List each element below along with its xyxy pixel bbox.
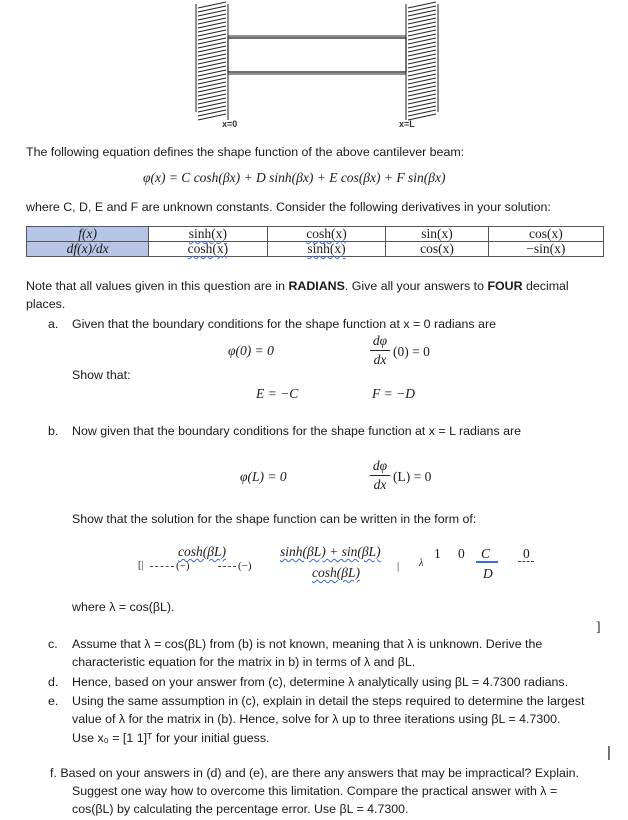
part-e-line3: Use x₀ = [1 1]ᵀ for your initial guess. (72, 731, 270, 745)
part-c-line1: Assume that λ = cos(βL) from (b) is not known, meaning that λ is unknown. Derive the (72, 637, 543, 651)
matrix-lambda: λ (419, 558, 424, 569)
matrix-zero1: 0 (458, 546, 465, 561)
stray-vertical-bar: | (607, 744, 611, 761)
table-cell: cosh(x) (149, 242, 268, 257)
matrix-rhs-dashes (518, 561, 534, 562)
part-c-marker: c. (48, 637, 58, 651)
matrix-C: C (481, 546, 491, 561)
matrix-one: 1 (434, 546, 441, 561)
matrix-cosh: cosh(βL) (178, 544, 226, 559)
intro-text: The following equation defines the shape function of the above cantilever beam: (26, 145, 465, 159)
right-wall-hatch (406, 2, 438, 120)
beam-body (228, 38, 406, 72)
table-cell: cos(x) (386, 242, 488, 257)
part-e-marker: e. (48, 694, 59, 708)
part-f-line1: f. Based on your answers in (d) and (e), are there any answers that may be impractical? Explain. (50, 766, 579, 780)
note-line2: places. (26, 297, 66, 311)
part-a-bc1: φ(0) = 0 (228, 343, 274, 358)
part-b-bc2-fraction: dφ dx (370, 458, 390, 493)
matrix-den: cosh(βL) (312, 565, 360, 580)
unknowns-text: where C, D, E and F are unknown constants. Consider the following derivatives in your solution: (26, 200, 551, 214)
matrix-zero2: 0 (523, 546, 530, 561)
part-a-result2: F = −D (372, 386, 415, 401)
part-b-where: where λ = cos(βL). (72, 600, 175, 614)
part-f-line3: cos(βL) by calculating the percentage error. Use βL = 4.7300. (72, 802, 409, 816)
part-c-line2: characteristic equation for the matrix in b) in terms of λ and βL. (72, 655, 416, 669)
table-row (27, 242, 604, 257)
part-a-bc2-rest: (0) = 0 (393, 344, 430, 359)
matrix-num: sinh(βL) + sin(βL) (280, 544, 381, 559)
label-xL: x=L (399, 119, 415, 129)
table-row (27, 227, 604, 242)
matrix-dash1: (−) (176, 560, 190, 572)
matrix-dashes2 (218, 566, 236, 567)
part-f-line2: Suggest one way how to overcome this limitation. Compare the practical answer with λ = (72, 784, 558, 798)
table-cell: −sin(x) (488, 242, 603, 257)
matrix-dashes (150, 566, 174, 567)
table-cell: cosh(x) (267, 227, 386, 242)
part-d-marker: d. (48, 675, 59, 689)
table-cell: df(x)/dx (27, 242, 149, 257)
part-f-marker: f. (50, 766, 57, 780)
part-e-line1: Using the same assumption in (c), explain in detail the steps required to determine the largest (72, 694, 585, 708)
table-cell: sin(x) (386, 227, 488, 242)
derivative-table (26, 226, 604, 257)
left-wall-hatch (196, 2, 228, 120)
part-b-marker: b. (48, 424, 59, 438)
matrix-vector-line (476, 561, 498, 563)
part-b-bc1: φ(L) = 0 (240, 469, 287, 484)
part-d-line1: Hence, based on your answer from (c), determine λ analytically using βL = 4.7300 radians. (72, 675, 569, 689)
matrix-bracket: [| (138, 560, 144, 571)
part-b-show: Show that the solution for the shape function can be written in the form of: (72, 512, 477, 526)
table-cell: f(x) (27, 227, 149, 242)
part-a-result1: E = −C (256, 386, 299, 401)
part-e-line2: value of λ for the matrix in (b). Hence, solve for λ up to three iterations using βL = 4.7300. (72, 712, 561, 726)
part-a-show: Show that: (72, 368, 131, 382)
cantilever-beam-figure (0, 0, 628, 140)
part-a-marker: a. (48, 317, 59, 331)
matrix-dash2: (−) (238, 560, 252, 572)
table-cell: sinh(x) (149, 227, 268, 242)
note-line1: Note that all values given in this question are in RADIANS. Give all your answers to FOUR decimal (26, 279, 569, 293)
label-x0: x=0 (222, 119, 238, 129)
matrix-bar: | (397, 560, 400, 572)
table-cell: cos(x) (488, 227, 603, 242)
matrix-D: D (483, 566, 493, 581)
part-a-bc2-fraction: dφ dx (370, 333, 390, 368)
part-b-text: Now given that the boundary conditions for the shape function at x = L radians are (72, 424, 521, 438)
part-b-close-bracket: ] (596, 619, 601, 634)
part-a-text: Given that the boundary conditions for the shape function at x = 0 radians are (72, 317, 496, 331)
part-b-bc2-rest: (L) = 0 (393, 469, 432, 484)
table-cell: sinh(x) (267, 242, 386, 257)
shape-function-equation: φ(x) = C cosh(βx) + D sinh(βx) + E cos(βx) + F sin(βx) (143, 170, 446, 185)
